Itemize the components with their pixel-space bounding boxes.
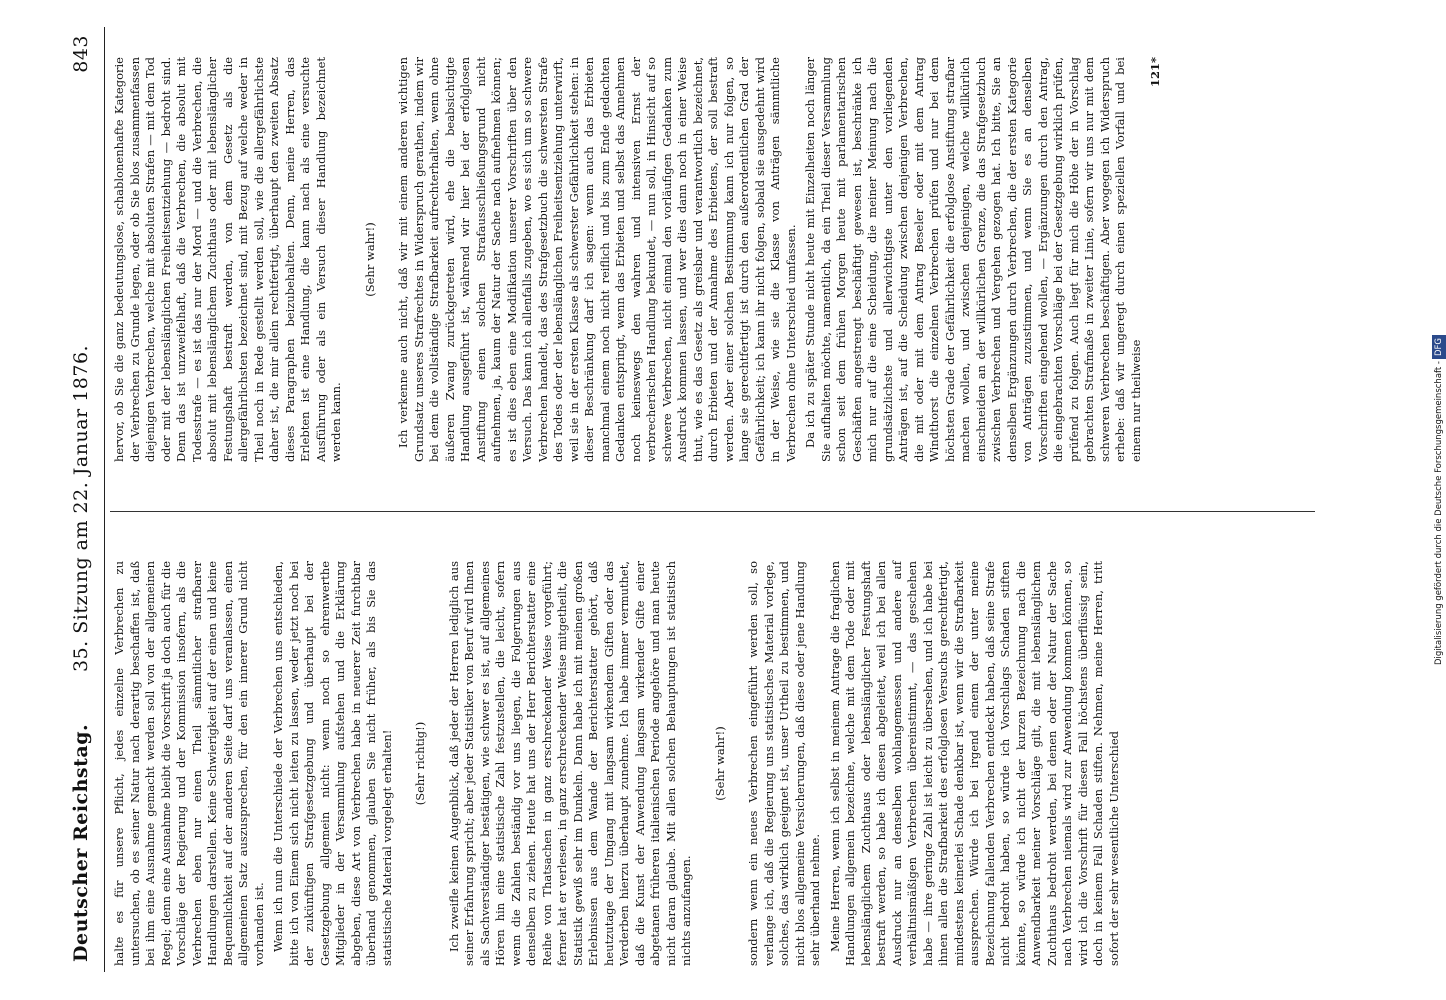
dfg-logo: DFG — [1432, 335, 1446, 359]
left-column — [112, 561, 1312, 966]
signature-mark: 121* — [1148, 57, 1162, 88]
paragraph: Wenn ich nun die Unterschiede der Verbrechen uns entschieden, bitte ich von Einem sich nicht leiten zu lassen, weder jetzt noch bei der zukünftigen Strafgesetzgebung und überhaupt bei der Gesetzgebung allgemein nicht: wenn noch so ehrenwerthe Mitglieder in der Versammlung aufstehen und die Erklärung abgeben, diese Art von Verbrechen habe in neuerer Zeit furchtbar überhand genommen, glauben Sie nicht früher, als bis Sie das statistische Material vorgelegt erhalten! — [271, 561, 394, 966]
remark: (Sehr wahr!) — [712, 726, 727, 801]
right-column — [112, 57, 1312, 462]
remark: (Sehr wahr!) — [362, 222, 377, 297]
credit-line — [1432, 0, 1446, 1000]
header-rule — [104, 27, 105, 972]
rotated-page-content — [60, 12, 1320, 972]
paragraph: Ich zweifle keinen Augenblick, daß jeder der Herren lediglich aus seiner Erfahrung spricht; aber jeder Statistiker von Beruf wird Ihnen als Sachverständiger bestätigen, wie schwer es ist, auf allgemeines Hören hin eine statistische Zahl festzustellen, die leicht, sofern wenn die Zahlen beständig vor uns liegen, die Folgerungen aus denselben zu ziehen. Heute hat uns der Herr Berichterstatter eine Reihe von Thatsachen in ganz erschreckender Weise vorgeführt; ferner hat er verlesen, in ganz erschreckender Weise mitgetheilt, die Statistik gewiß sehr im Dunkeln. Dann habe ich mit meinen großen Erlebnissen aus dem Wande der Berichterstatter gehört, daß heutzutage der Umgang mit langsam wirkendem Giften oder das Verderben hierzu überhaupt zunehme. Ich habe immer vermuthet, daß die Kunst der Anwendung langsam wirkender Gifte einer abgetanen früheren italienischen Periode angehöre und man heute nicht daran glaube. Mit allen solchen Behauptungen ist statistisch nichts anzufangen. — [446, 561, 693, 966]
paragraph: Da ich zu später Stunde nicht heute mit Einzelheiten noch länger Sie aufhalten möchte, namentlich, da ein Theil dieser Versammlung schon seit dem frühen Morgen heute mit parlamentarischen Geschäften angestrengt beschäftigt gewesen ist, beschränke ich mich nur auf die eine Scheidung, die meiner Meinung nach die grundsätzlichste und allerwichtigste unter den vorliegenden Anträgen ist, auf die Scheidung zwischen denjenigen Verbrechen, die mit oder mit dem Antrag Beseler oder mit dem Antrag Windthorst die einzelnen Verbrechen prüfen und nur bei dem höchsten Grade der Gefährlichkeit die erfolglose Anstiftung strafbar machen wollen, und zwischen denjenigen, welche willkürlich einschneiden an der willkürlichen Grenze, die das Strafgesetzbuch zwischen Verbrechen und Vergehen gezogen hat. Ich bitte, Sie an denselben Ergänzungen durch Verbrechen, die der ersten Kategorie von Anträgen zuzustimmen, und wenn Sie es an denselben Vorschriften eingehend wollen, — Ergänzungen durch den Antrag, die eingebrachten Vorschläge bei der Gesetzgebung wirklich prüfen, prüfend zu folgen. Auch liegt für mich die Höhe der in Vorschlag gebrachten Strafmaße in zweiter Linie, sofern wir uns nur mit dem schweren Verbrechen beschäftigen. Aber wogegen ich Widerspruch erhebe: daß wir ungeregt durch einen speziellen Vorfall und bei einem nur theilweise — [803, 57, 1143, 462]
header-session: 35. Sitzung am 22. Januar 1876. — [70, 344, 92, 672]
page-header — [60, 27, 102, 972]
paragraph: halte es für unsere Pflicht, jedes einzelne Verbrechen zu untersuchen, ob es seiner Natur nach derartig beschaffen ist, daß bei ihm eine Ausnahme gemacht werden soll von der allgemeinen Regel; denn eine Ausnahme bleibt die Vorschrift ja doch auch für die Vorschläge der Regierung und der Kommission insofern, als die Verbrechen eben nur einen Theil sämmtlicher strafbarer Handlungen darstellen. Keine Schwierigkeit auf der einen und keine Bequemlichkeit auf der anderen Seite darf uns veranlassen, einen allgemeinen Satz auszusprechen, für den ein innerer Grund nicht vorhanden ist. — [112, 561, 266, 966]
header-publication: Deutscher Reichstag. — [70, 723, 92, 962]
paragraph: Ich verkenne auch nicht, daß wir mit einem anderen wichtigen Grundsatz unseres Strafrechtes in Widerspruch gerathen, indem wir bei dem die vollständige Strafbarkeit aufrechterhalten, wenn ohne äußeren Zwang zurückgetreten wird, ehe die beabsichtigte Handlung ausgeführt ist, während wir hier bei der erfolglosen Anstiftung einen solchen Strafausschließungsgrund nicht aufnehmen, ja, kaum der Natur der Sache nach aufnehmen können; es ist dies eben eine Modifikation unserer Vorschriften über den Versuch. Das kann ich allenfalls zugeben, wo es sich um so schwere Verbrechen handelt, das des Strafgesetzbuch die schwersten Strafe des Todes oder der lebenslänglichen Freiheitsentziehung unterwirft, weil sie in der ersten Klasse als schwerster Gefährlichkeit stehen: in dieser Beschränkung darf ich sagen: wenn auch das Erbieten manchmal einem noch nicht reiflich und bis zum Ende gedachten Gedanken entspringt, wenn das Erbieten und selbst das Annehmen noch keineswegs den wahren und intensiven Ernst der verbrecherischen Handlung bekundet, — nun soll, in Hinsicht auf so schwere Verbrechen, nicht einmal den vorläufigen Gedanken zum Ausdruck kommen lassen, und wer dies dann noch in einer Weise thut, wie es das Gesetz als greisbar und verantwortlich bezeichnet, durch Erbieten und der Annahme des Erbietens, der soll bestraft werden. Aber einer solchen Bestimmung kann ich nur folgen, so lange sie gerechtfertigt ist durch den außerordentlichen Grad der Gefährlichkeit; ich kann ihr nicht folgen, sobald sie ausgedehnt wird in der Weise, wie sie die Klasse von Anträgen sämmtliche Verbrechen ohne Unterschied umfassen. — [396, 57, 798, 462]
paragraph: Meine Herren, wenn ich selbst in meinem Antrage die fraglichen Handlungen allgemein bezeichne, welche mit dem Tode oder mit lebenslänglichem Zuchthaus oder lebenslänglicher Festungshaft bestraft werden, so habe ich diesen abgeleitet, weil ich bei allen Ausdruck nur an denselben wohlangemessen und andere auf verhältnismäßigen Verbrechen übereinstimmt, — das geschehen habe — ihre geringe Zahl ist leicht zu übersehen, und ich habe bei ihnen allen die Strafbarkeit des erfolglosen Versuchs gerechtfertigt, mindestens keinerlei Schade denkbar ist, wenn wir die Strafbarkeit aussprechen. Würde ich bei irgend einem der unter meine Bezeichnung fallenden Verbrechen entdeckt haben, daß seine Strafe nicht bedroht haben, so würde ich Vorschlags Schaden stiften könnte, so würde ich nicht der kurzen Bezeichnung nach die Anwendbarkeit meiner Vorschläge gilt, die mit lebenslänglichem Zuchthaus bedroht werden, bei denen oder der Natur der Sache nach Verbrechen niemals wird zur Anwendung kommen können, so wird ich die Vorschrift für diesen Fall höchstens überflüssig sein, doch in keinem Fall Schaden stiften. Nehmen, meine Herren, tritt sofort der sehr wesentliche Unterschied — [827, 561, 1121, 966]
paragraph: sondern wenn ein neues Verbrechen eingeführt werden soll, so verlange ich, daß die Regierung uns statistisches Material vorlege, solches, das wirklich geeignet ist, unser Urtheil zu bestimmen, und nicht blos allgemeine Versicherungen, daß diese oder jene Handlung sehr überhand nehme. — [746, 561, 822, 966]
remark: (Sehr richtig!) — [413, 721, 427, 806]
digitization-credit — [1418, 0, 1444, 1000]
credit-text: Digitalisierung gefördert durch die Deutsche Forschungsgemeinschaft - — [1434, 361, 1444, 666]
paragraph: hervor, ob Sie die ganz bedeutungslose, schablonenhafte Kategorie der Verbrechen zu Grunde legen, oder ob Sie blos zusammenfassen diejenigen Verbrechen, welche mit absoluten Strafen — mit dem Tod oder mit der lebenslänglichen Freiheitsentziehung — bedroht sind. Denn das ist unzweifelhaft, daß die Verbrechen, die absolut mit Todesstrafe — es ist das nur der Mord — und die Verbrechen, die absolut mit lebenslänglichem Zuchthaus oder mit lebenslänglicher Festungshaft bestraft werden, von dem Gesetz als die allergefährlichsten bezeichnet sind, mit Bezug auf welche weder in Theil noch in Rede gestellt werden soll, wie die allergefährlichste daher ist, die mir allein rechtfertigt, überhaupt den zweiten Absatz dieses Paragraphen beizubehalten. Denn, meine Herren, das Erlebten ist eine Handlung, die kann nach als eine versuchte Ausführung oder als ein Versuch dieser Handlung bezeichnet werden kann. — [112, 57, 343, 462]
page-number: 843 — [70, 35, 92, 73]
column-divider — [110, 511, 1315, 512]
